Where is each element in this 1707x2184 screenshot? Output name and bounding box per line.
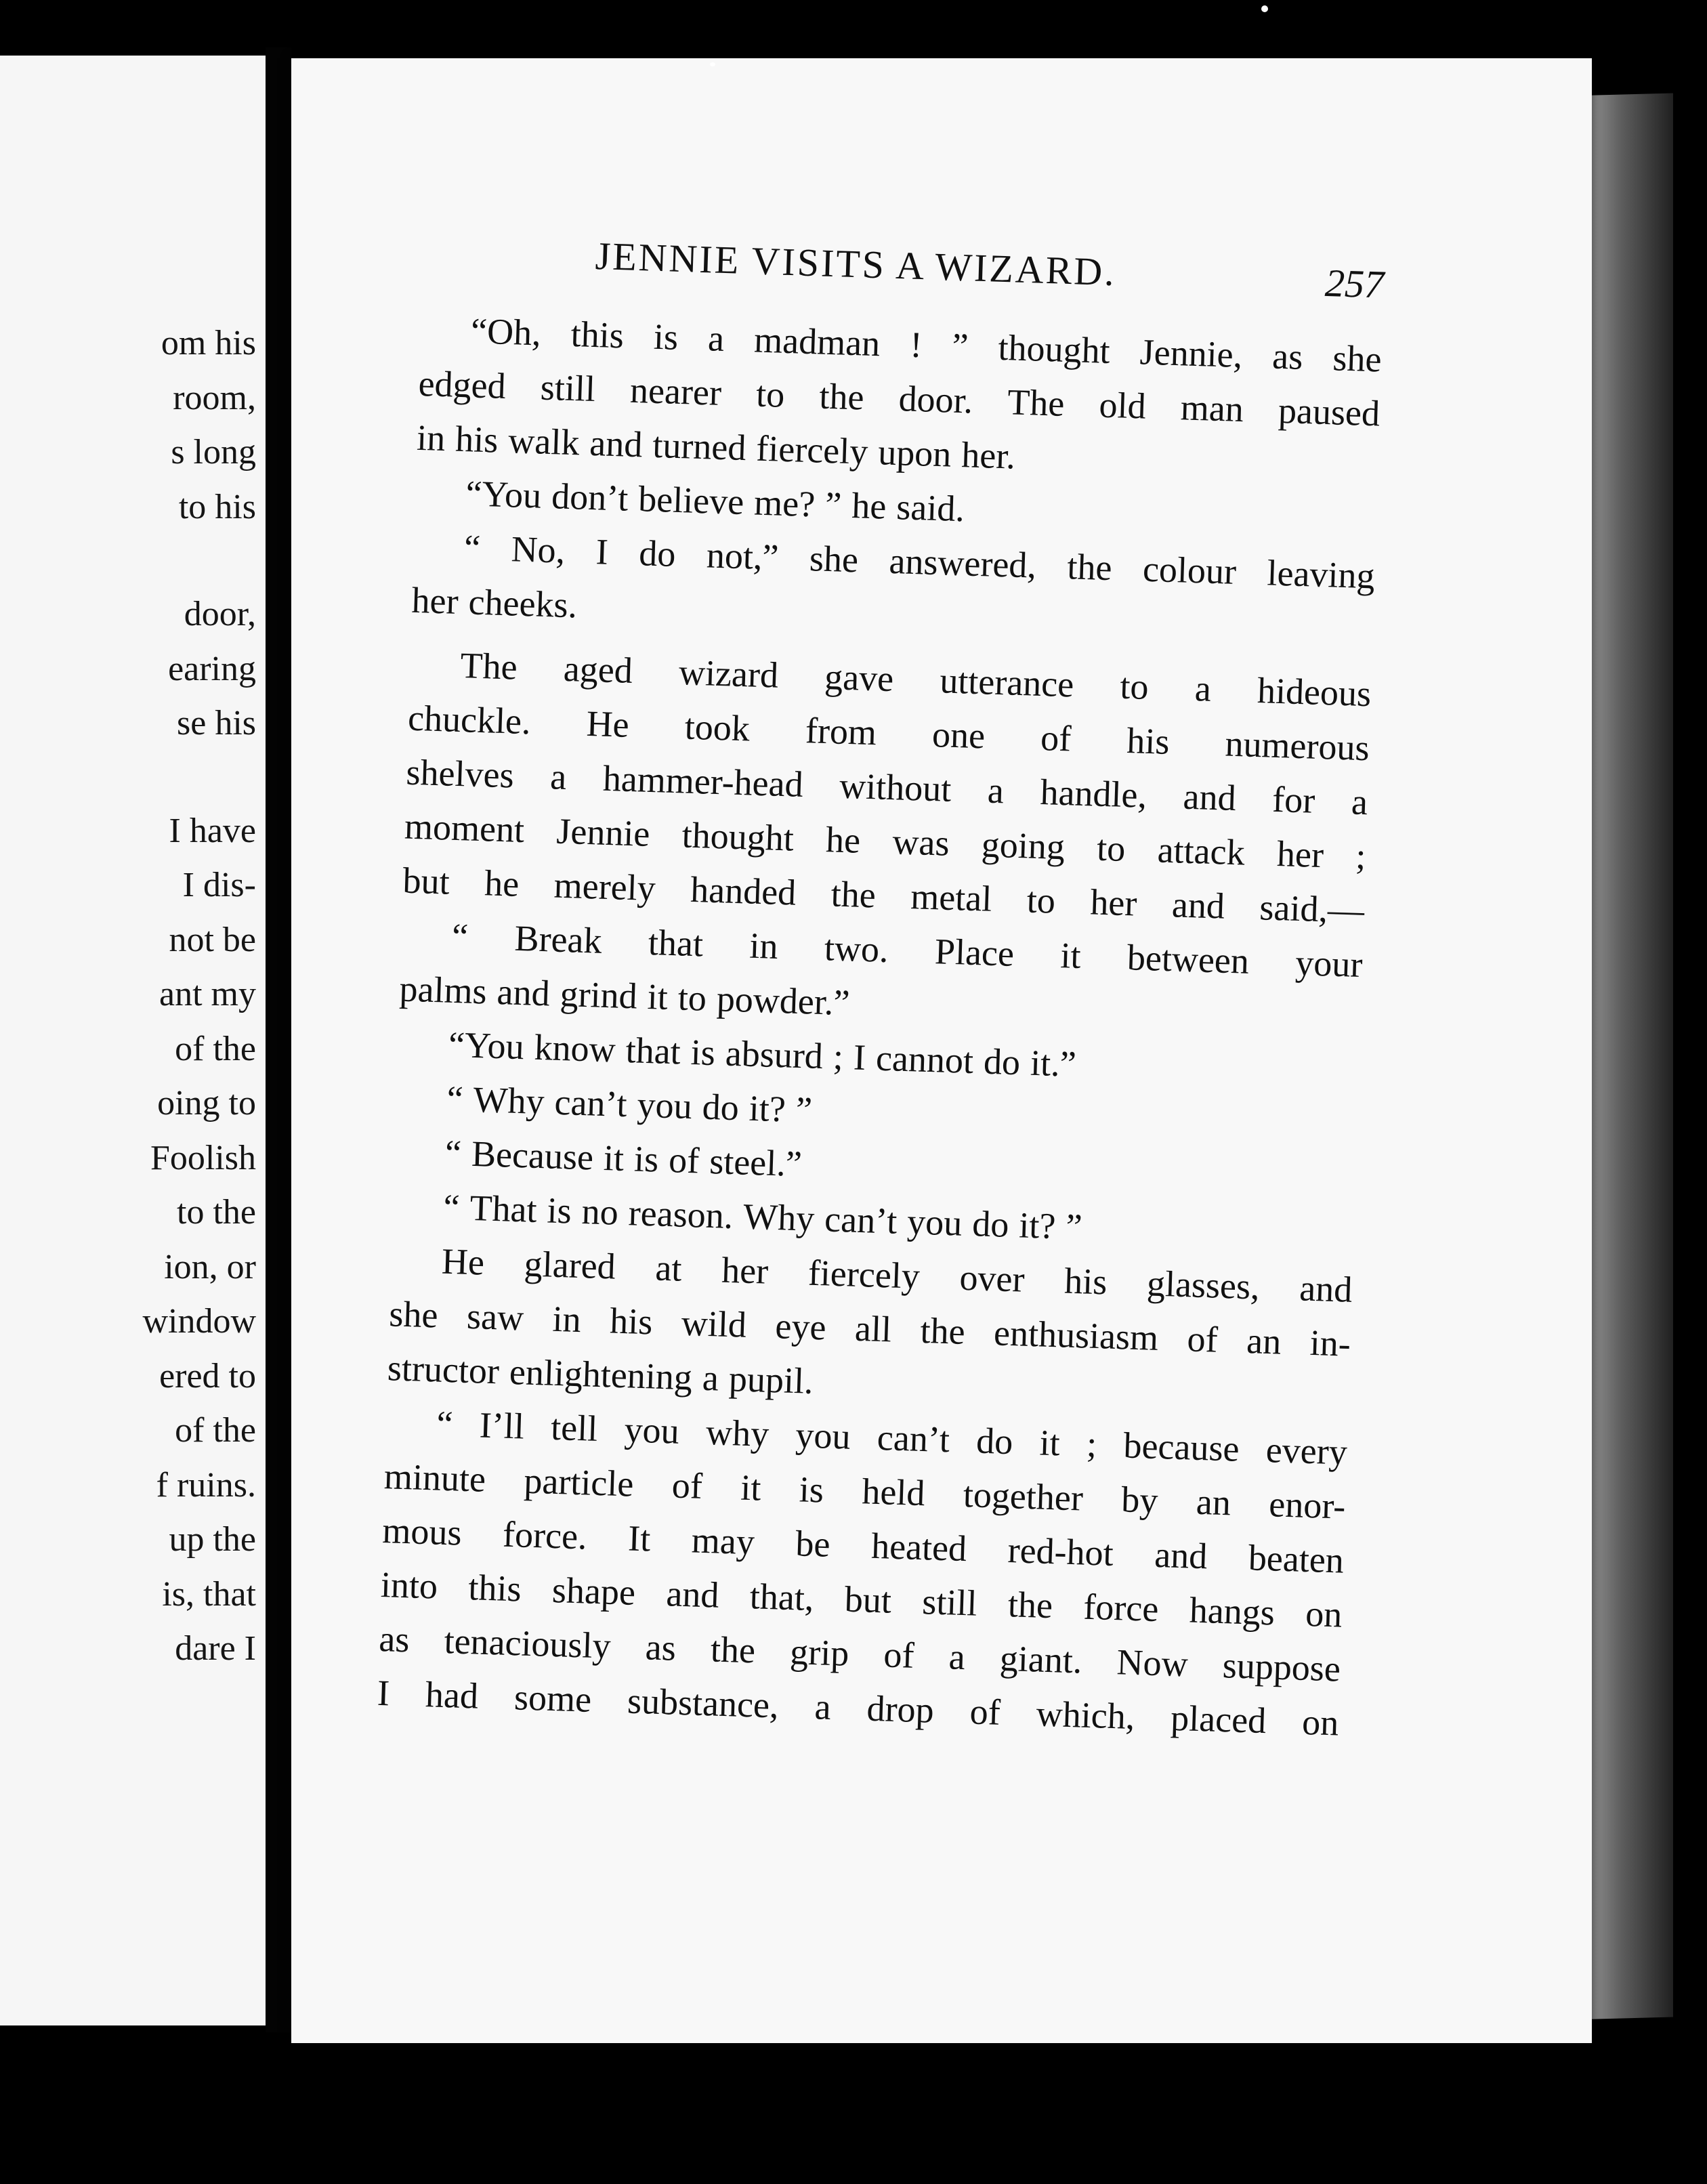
word: hangs	[1188, 1589, 1276, 1633]
word: his	[455, 418, 499, 461]
word: on	[1305, 1593, 1343, 1635]
word: “Oh,	[470, 310, 542, 354]
word: may	[691, 1519, 755, 1563]
word: grip	[789, 1631, 850, 1674]
word: “	[463, 527, 482, 568]
word: a	[948, 1636, 966, 1678]
word: to	[677, 977, 707, 1019]
word: which,	[1035, 1693, 1136, 1738]
word: why	[705, 1411, 770, 1454]
left-page-line: f ruins.	[156, 1465, 256, 1505]
page-text-block	[377, 228, 1385, 1750]
word: do	[638, 532, 677, 574]
left-page-line: of the	[175, 1029, 256, 1068]
word: He	[441, 1240, 485, 1283]
left-page-line: oing to	[157, 1084, 256, 1122]
word: wizard	[678, 652, 779, 696]
word: Place	[934, 931, 1015, 974]
left-page-line: up the	[169, 1520, 256, 1559]
word: in	[551, 1298, 582, 1341]
word: two.	[824, 927, 889, 971]
word: a	[1194, 668, 1212, 709]
word: in-	[1309, 1322, 1351, 1364]
word: I	[595, 531, 609, 572]
word: and	[1182, 776, 1237, 819]
word: do	[975, 1420, 1014, 1463]
word: still	[921, 1581, 978, 1624]
word: a	[814, 1686, 832, 1727]
word: her	[410, 579, 459, 622]
word: can’t	[824, 1198, 898, 1242]
left-page-line: is, that	[162, 1574, 256, 1614]
word: can’t	[553, 1081, 628, 1125]
word: do	[971, 1203, 1010, 1245]
word: it	[603, 1137, 625, 1179]
word: the	[1066, 546, 1113, 589]
word: between	[1126, 937, 1250, 982]
word: Now	[1116, 1641, 1189, 1685]
word: in	[749, 925, 779, 967]
word: chuckle.	[407, 697, 532, 742]
word: had	[425, 1674, 479, 1717]
word: giant.	[999, 1637, 1083, 1681]
left-page-line: earing	[168, 649, 256, 688]
word: beaten	[1248, 1537, 1345, 1581]
word: her	[721, 1249, 770, 1292]
word: heated	[870, 1525, 968, 1570]
word: the	[1007, 1584, 1053, 1626]
left-page-line: I dis-	[182, 866, 256, 904]
dust-speck	[710, 62, 715, 66]
word: !	[909, 324, 923, 366]
left-page-line: door,	[184, 595, 256, 633]
word: powder.”	[716, 978, 851, 1024]
word: particle	[523, 1460, 635, 1505]
word: colour	[1142, 548, 1237, 592]
word: fiercely	[807, 1252, 921, 1297]
word: thought	[997, 327, 1111, 371]
word: together	[963, 1473, 1084, 1519]
word: “	[442, 1186, 461, 1228]
word: is	[633, 1138, 660, 1180]
word: to	[755, 373, 786, 415]
word: fiercely	[755, 427, 869, 472]
word: He	[585, 702, 630, 745]
word: red-hot	[1007, 1530, 1114, 1574]
left-page-line: ion, or	[164, 1247, 256, 1286]
word: hideous	[1257, 670, 1372, 715]
word: all	[854, 1307, 892, 1350]
word: Why	[472, 1078, 545, 1122]
word: is	[653, 316, 679, 358]
word: can’t	[877, 1416, 950, 1461]
word: an	[1246, 1320, 1282, 1362]
word: utterance	[939, 660, 1075, 705]
word: the	[710, 1629, 756, 1671]
word: this	[570, 313, 625, 356]
word: saw	[466, 1295, 525, 1339]
word: by	[1120, 1479, 1159, 1521]
word: at	[654, 1247, 683, 1289]
word: glasses,	[1146, 1263, 1261, 1307]
word: you	[623, 1409, 680, 1452]
word: over	[958, 1257, 1026, 1300]
word: a	[549, 756, 568, 798]
word: his	[1126, 720, 1171, 762]
word: your	[1294, 942, 1364, 986]
left-page-line: ered to	[159, 1356, 256, 1395]
word: of	[1040, 717, 1072, 759]
word: structor	[387, 1347, 500, 1392]
left-page-line: s long	[171, 433, 256, 471]
word: mous	[381, 1510, 463, 1553]
word: as	[378, 1618, 410, 1660]
word: she	[1332, 337, 1383, 380]
word: cheeks.	[467, 581, 578, 626]
word: thought	[681, 814, 795, 859]
word: not,”	[706, 534, 780, 578]
word: ”	[1065, 1206, 1083, 1248]
word: drop	[866, 1687, 935, 1731]
left-page-line: to his	[178, 487, 256, 526]
word: took	[683, 706, 751, 749]
word: on	[1301, 1701, 1340, 1744]
word: tell	[550, 1406, 599, 1449]
word: it.”	[1030, 1042, 1077, 1085]
word: she	[809, 538, 859, 581]
left-page-line: window	[142, 1302, 256, 1341]
word: a	[987, 770, 1005, 812]
word: to	[1026, 879, 1056, 921]
word: but	[844, 1578, 892, 1621]
word: and	[1171, 884, 1225, 927]
word: and	[1299, 1267, 1353, 1310]
word: enlightening	[509, 1351, 693, 1398]
word: and	[589, 422, 644, 465]
left-page-line: dare I	[175, 1629, 256, 1668]
word: the	[919, 1309, 966, 1352]
word: wild	[681, 1302, 747, 1345]
word: cannot	[875, 1037, 974, 1082]
word: of	[1186, 1318, 1219, 1360]
word: handed	[690, 868, 797, 913]
word: that	[625, 1029, 681, 1072]
word: it?	[1018, 1204, 1057, 1247]
word: Because	[471, 1133, 594, 1178]
left-page-line: not be	[169, 920, 256, 959]
word: she	[388, 1293, 439, 1336]
word: attack	[1156, 829, 1246, 873]
word: because	[1122, 1425, 1240, 1469]
word: but	[402, 860, 450, 902]
word: it?	[748, 1087, 786, 1130]
left-page	[0, 56, 266, 2025]
word: substance,	[627, 1680, 780, 1726]
word: gave	[824, 656, 895, 700]
word: shelves	[405, 751, 515, 796]
word: shape	[551, 1569, 636, 1613]
word: be	[795, 1523, 831, 1565]
word: an	[1196, 1481, 1231, 1524]
word: “	[451, 915, 469, 957]
word: is	[546, 1190, 572, 1232]
word: and	[665, 1573, 720, 1616]
word: no	[581, 1191, 619, 1233]
word: do	[983, 1041, 1021, 1083]
left-page-line: room,	[173, 378, 256, 417]
word: me?	[753, 482, 816, 525]
word: I	[853, 1036, 866, 1078]
word: of	[668, 1139, 700, 1181]
word: “	[444, 1132, 463, 1174]
left-page-line: I have	[169, 811, 256, 850]
word: man	[1179, 387, 1244, 430]
left-page-line: se his	[177, 704, 256, 742]
word: The	[459, 645, 518, 688]
word: he	[825, 819, 862, 861]
word: it	[1038, 1422, 1061, 1464]
word: Break	[513, 917, 603, 961]
word: The	[1007, 381, 1066, 424]
word: for	[1271, 778, 1316, 821]
word: of	[969, 1691, 1001, 1733]
word: as	[644, 1626, 677, 1668]
word: madman	[753, 319, 881, 364]
word: a	[1351, 781, 1368, 823]
word: handle,	[1039, 772, 1147, 816]
word: held	[861, 1471, 926, 1514]
page-number: 257	[1324, 260, 1385, 307]
word: aged	[563, 648, 633, 692]
word: turned	[652, 424, 747, 469]
word: hammer-head	[602, 757, 804, 805]
word: his	[1063, 1260, 1108, 1303]
word: nearer	[629, 369, 722, 413]
word: pupil.	[728, 1358, 814, 1402]
word: it	[740, 1467, 762, 1509]
word: force.	[502, 1513, 588, 1557]
word: of	[883, 1634, 915, 1676]
word: do	[701, 1086, 740, 1129]
word: the	[830, 873, 877, 916]
word: in	[416, 417, 446, 459]
word: to	[1119, 665, 1150, 707]
word: one	[931, 713, 986, 757]
word: some	[513, 1677, 593, 1720]
word: going	[981, 824, 1066, 868]
left-page-line: ant my	[159, 975, 256, 1013]
word: “	[446, 1078, 464, 1120]
dust-speck	[1261, 5, 1268, 12]
body-text	[377, 302, 1383, 1750]
word: was	[891, 821, 950, 864]
left-page-line: to the	[177, 1193, 256, 1232]
word: eye	[774, 1305, 827, 1348]
word: it	[1059, 935, 1082, 977]
word: to	[1096, 827, 1126, 869]
word: enthusiasm	[993, 1312, 1160, 1358]
word: and	[496, 971, 551, 1014]
word: edged	[417, 362, 507, 406]
word: merely	[553, 864, 656, 909]
word: a	[707, 318, 725, 360]
word: that	[648, 921, 704, 965]
word: answered,	[888, 540, 1037, 586]
word: palms	[398, 968, 488, 1012]
word: from	[805, 710, 877, 753]
word: a	[702, 1357, 719, 1399]
word: It	[627, 1517, 652, 1559]
word: he	[851, 485, 887, 527]
word: grind	[559, 973, 638, 1017]
word: metal	[910, 876, 993, 919]
left-page-line: Foolish	[150, 1138, 256, 1177]
word: her.	[961, 434, 1016, 477]
word: that,	[749, 1576, 815, 1619]
word: her	[1089, 881, 1138, 924]
word: the	[818, 375, 865, 418]
word: I	[377, 1672, 390, 1714]
word: you	[636, 1084, 693, 1127]
word: paused	[1278, 390, 1381, 434]
word: tenaciously	[443, 1620, 612, 1666]
left-page-text	[0, 56, 266, 2025]
word: as	[1271, 335, 1304, 377]
word: ”	[824, 484, 843, 526]
word: ”	[951, 325, 969, 367]
word: Why	[742, 1196, 816, 1239]
left-page-line: of the	[175, 1411, 256, 1450]
word: he	[484, 862, 520, 904]
word: don’t	[551, 476, 629, 519]
word: Jennie	[555, 810, 651, 854]
word: I’ll	[479, 1404, 525, 1447]
word: No,	[510, 528, 566, 571]
word: her	[1276, 833, 1324, 876]
right-page	[291, 58, 1592, 2043]
word: door.	[898, 378, 974, 421]
word: still	[539, 366, 596, 410]
left-page-line: om his	[161, 324, 256, 362]
word: suppose	[1221, 1645, 1341, 1689]
word: That	[469, 1187, 538, 1230]
word: is	[690, 1032, 716, 1074]
word: leaving	[1266, 552, 1376, 597]
word: you	[906, 1201, 963, 1244]
word: know	[533, 1026, 616, 1070]
word: walk	[507, 420, 581, 463]
word: and	[1154, 1534, 1208, 1577]
word: believe	[637, 478, 745, 523]
word: “	[436, 1403, 454, 1445]
word: numerous	[1224, 723, 1370, 769]
word: every	[1265, 1429, 1348, 1473]
word: ;	[1355, 835, 1367, 877]
book-gutter	[266, 47, 291, 2032]
word: “You	[448, 1024, 525, 1068]
word: old	[1098, 384, 1147, 427]
word: of	[671, 1465, 703, 1507]
word: ”	[795, 1089, 813, 1131]
word: said,—	[1259, 887, 1365, 931]
word: ;	[833, 1036, 844, 1078]
word: reason.	[627, 1192, 734, 1237]
word: glared	[523, 1243, 616, 1287]
word: upon	[877, 432, 952, 475]
word: ;	[1086, 1423, 1098, 1465]
word: his	[609, 1300, 654, 1343]
running-head: JENNIE VISITS A WIZARD.	[594, 234, 1117, 295]
word: it	[646, 975, 669, 1017]
word: is	[799, 1469, 824, 1511]
word: steel.”	[709, 1140, 803, 1185]
word: without	[839, 765, 952, 810]
word: enor-	[1268, 1484, 1347, 1527]
word: absurd	[725, 1032, 824, 1077]
word: this	[467, 1567, 522, 1610]
word: minute	[383, 1456, 486, 1500]
word: force	[1082, 1586, 1160, 1630]
word: into	[380, 1564, 438, 1607]
word: said.	[895, 486, 965, 530]
word: you	[795, 1414, 851, 1457]
word: moment	[404, 805, 526, 851]
word: placed	[1170, 1697, 1267, 1742]
word: “You	[465, 473, 543, 516]
word: Jennie,	[1139, 331, 1244, 376]
